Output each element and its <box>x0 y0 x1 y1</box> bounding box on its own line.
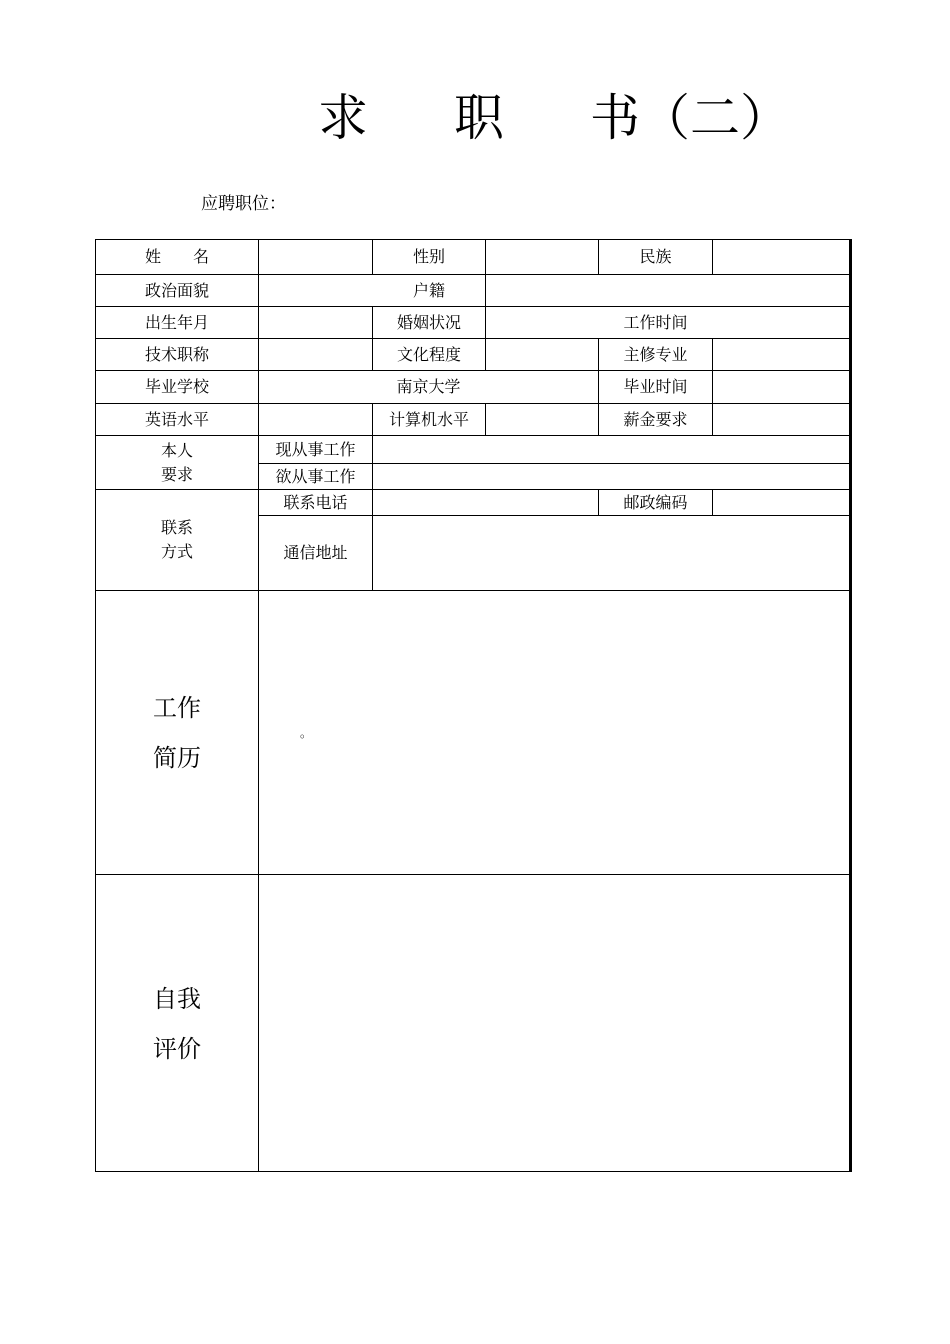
label-graduate-school: 毕业学校 <box>144 377 209 396</box>
col-divider <box>485 403 486 435</box>
label-major: 主修专业 <box>623 344 688 364</box>
label-postal-code: 邮政编码 <box>623 492 688 512</box>
label-desired-work: 欲从事工作 <box>275 466 356 486</box>
col-divider <box>485 240 486 370</box>
label-work-history-line1: 工作 <box>153 693 201 722</box>
page-title <box>318 82 790 154</box>
label-title-rank: 技术职称 <box>144 344 209 364</box>
label-political-status: 政治面貌 <box>144 280 209 300</box>
label-english-level: 英语水平 <box>144 409 209 429</box>
label-personal-requirements <box>96 436 258 489</box>
label-household-registration: 户籍 <box>412 280 445 300</box>
value-graduate-school: 南京大学 <box>396 377 461 396</box>
col-divider <box>712 240 713 274</box>
label-name: 姓 名 <box>144 247 209 266</box>
label-birth-date: 出生年月 <box>144 312 209 332</box>
label-self-evaluation-line2: 评价 <box>153 1034 201 1063</box>
title-part-3: 书（二） <box>590 89 790 147</box>
label-current-work: 现从事工作 <box>275 439 356 459</box>
label-personal-requirements-line2: 要求 <box>160 464 193 484</box>
col-divider <box>712 489 713 515</box>
label-work-history <box>96 591 258 874</box>
col-divider <box>712 338 713 435</box>
title-part-2: 职 <box>454 89 504 147</box>
label-personal-requirements-line1: 本人 <box>160 440 193 460</box>
label-education-level: 文化程度 <box>396 344 461 364</box>
label-salary-requirement: 薪金要求 <box>623 409 688 429</box>
label-self-evaluation-line1: 自我 <box>153 984 201 1013</box>
application-form <box>95 239 852 1172</box>
label-work-history-line2: 简历 <box>153 743 201 772</box>
col-divider <box>372 435 373 590</box>
label-gender: 性别 <box>412 247 445 266</box>
work-history-content: 。 <box>300 726 313 740</box>
label-address: 通信地址 <box>283 543 348 562</box>
label-graduation-time: 毕业时间 <box>623 377 688 396</box>
label-computer-level: 计算机水平 <box>388 409 469 429</box>
label-self-evaluation <box>96 875 258 1172</box>
label-marital-status: 婚姻状况 <box>396 312 461 332</box>
position-label: 应聘职位： <box>201 194 286 214</box>
label-ethnicity: 民族 <box>639 247 672 266</box>
label-contact-line2: 方式 <box>160 542 193 561</box>
label-contact <box>96 490 258 590</box>
label-contact-line1: 联系 <box>160 518 193 537</box>
label-phone: 联系电话 <box>283 492 348 512</box>
title-part-1: 求 <box>318 89 368 147</box>
label-work-start: 工作时间 <box>623 312 688 332</box>
